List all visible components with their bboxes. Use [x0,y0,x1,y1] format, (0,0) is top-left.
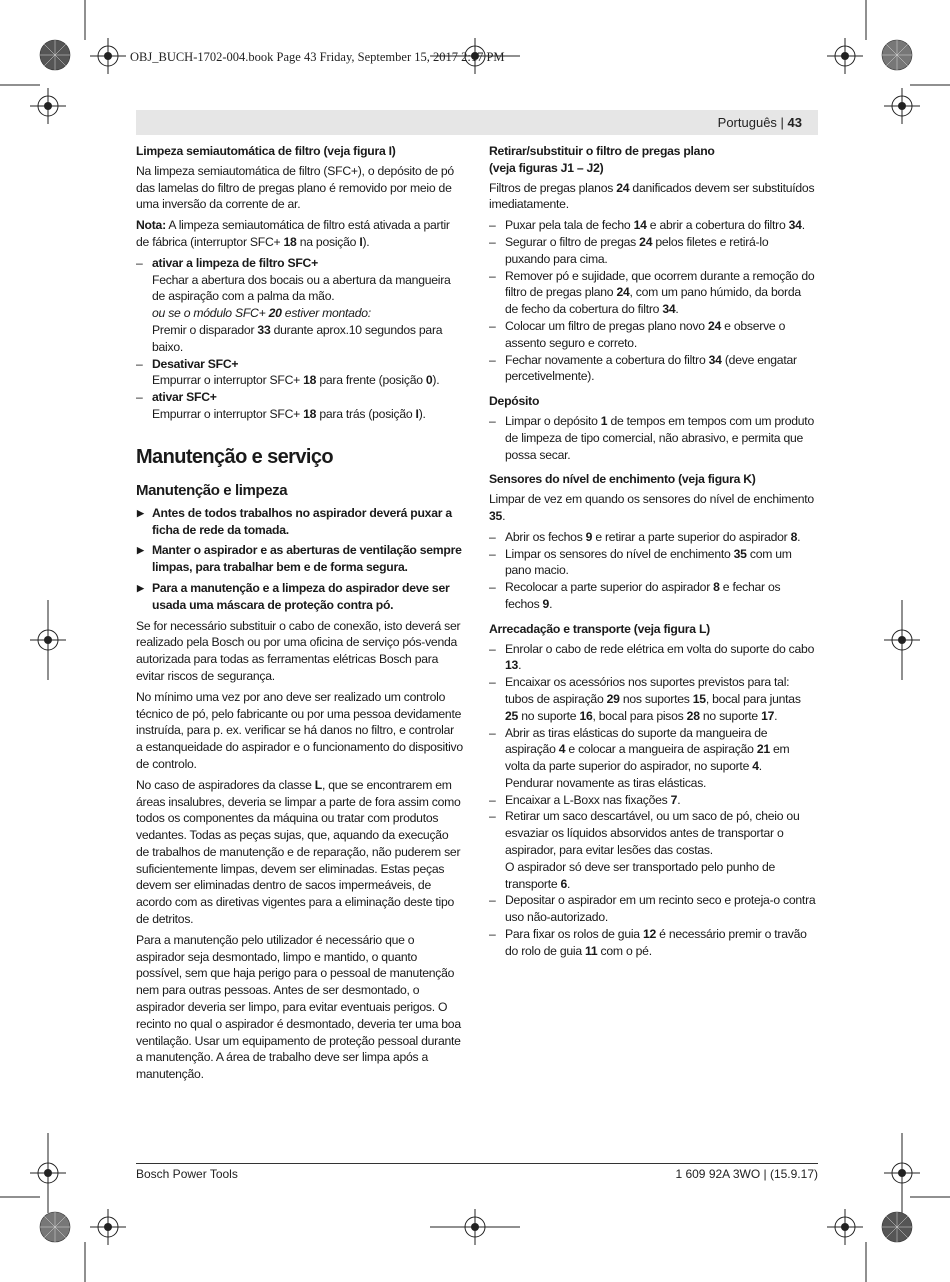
section-heading: Manutenção e limpeza [136,481,288,499]
text: . [774,708,778,723]
ref-number: 33 [257,322,271,337]
ref-number: 8 [790,529,798,544]
text: para trás (posição [316,406,416,421]
text: Segurar o filtro de pregas [505,234,640,249]
text: Empurrar o interruptor SFC+ [152,406,304,421]
text: No caso de aspiradores da classe [136,777,315,792]
warning-item: ▶ Manter o aspirador e as aberturas de ventilação sempre limpas, para trabalhar bem e de forma segura. [136,542,463,576]
footer-rule [136,1163,818,1164]
warning-item: ▶ Antes de todos trabalhos no aspirador deverá puxar a ficha de rede da tomada. [136,505,463,539]
section-title-filter-cleaning: Limpeza semiautomática de filtro (veja figura I) [136,144,396,158]
text: O aspirador só deve ser transportado pelo punho de transporte [505,859,776,891]
list-item [489,268,816,318]
text: danificados devem ser substituídos imediatamente. [489,180,815,212]
ref-number: 12 [642,927,657,942]
text: Pendurar novamente as tiras elásticas. [505,775,707,790]
text: , bocal para juntas [705,691,801,706]
text: Fechar novamente a cobertura do filtro [505,352,709,367]
text: Retirar um saco descartável, ou um saco de pó, cheio ou esvaziar os líquidos absorvidos antes de transportar o aspirador, para evitar lesões das costas. [505,809,800,858]
text: com um pano macio. [505,546,792,578]
text: Para fixar os rolos de guia [505,927,643,942]
list-item [489,234,816,268]
text: Filtros de pregas planos [489,180,617,195]
list-item [489,792,816,809]
text: é necessário premir o travão do rolo de guia [505,927,807,958]
ref-number: 35 [489,508,503,523]
text: Abrir os fechos [505,529,586,544]
container-steps-list [489,413,816,463]
list-item [489,352,816,386]
text: Abrir as tiras elásticas do suporte da mangueira de aspiração [505,725,768,757]
section-title-filter-replace: Retirar/substituir o filtro de pregas plano (veja figuras J1 – J2) [489,144,715,175]
list-item [489,725,816,792]
note-paragraph [136,217,463,251]
text: ou se o módulo SFC+ [152,306,269,321]
text: ). [362,234,370,249]
ref-number: 16 [579,708,593,723]
ref-number: 8 [713,580,720,595]
list-item [136,356,463,390]
filter-steps-list [489,217,816,385]
text: e fechar os fechos [505,580,781,611]
header-separator: | [776,115,788,130]
footer-code: 1 609 92A 3WO | (15.9.17) [675,1167,818,1181]
text: , que se encontrarem em áreas insalubres, deveria se limpar a parte de fora assim como todos os componentes da máquina ou tratar com produtos vedantes. Todas as peças sujas, que, aquando da execução de trabalhos de manutenção e de reparação, não puderem ser suficientemente limpas, devem ser eliminadas. Estas peças devem ser eliminadas dentro de sacos impermeáveis, de acordo com as diretivas vigentes para a eliminação deste tipo de detritos. [136,777,461,927]
left-column [136,143,463,1087]
ref-number: 4 [558,742,566,757]
text: . [567,876,571,891]
text: Depositar o aspirador em um recinto seco e proteja-o contra uso não-autorizado. [505,893,816,925]
paragraph [489,491,816,525]
section-title-sensors: Sensores do nível de enchimento (veja figura K) [489,472,756,487]
text: no suporte [699,708,762,723]
header-bar [136,110,818,135]
ref-number: 34 [662,302,676,317]
text: estiver montado: [281,306,371,321]
ref-number: 29 [606,691,620,706]
text: e observe o assento seguro e correto. [505,318,786,350]
ref-number: 35 [733,546,747,561]
text: . [549,596,553,611]
list-item [136,389,463,423]
text: durante aprox.10 segundos para baixo. [152,322,443,354]
ref-number: 11 [585,943,598,958]
chapter-heading: Manutenção e serviço [136,445,333,468]
ref-number: 9 [542,596,550,611]
ref-number: 34 [708,352,722,367]
list-item [489,318,816,352]
list-item [489,546,816,580]
ref-number: 0 [425,373,433,388]
text: e abrir a cobertura do filtro [646,218,789,233]
ref-number: 24 [616,285,630,300]
text: . [675,302,679,317]
text: de tempos em tempos com um produto de limpeza de tipo comercial, não abrasivo, e permita que possa secar. [505,413,814,462]
text: Enrolar o cabo de rede elétrica em volta do suporte do cabo [505,641,815,656]
ref-number: 13 [505,658,519,673]
text: Puxar pela tala de fecho [505,218,634,233]
ref-number: 18 [303,373,317,388]
text: Premir o disparador [152,322,258,337]
list-item [489,413,816,463]
text: . [502,508,506,523]
list-item [489,892,816,926]
ref-number: 21 [756,742,770,757]
text: e colocar a mangueira de aspiração [565,742,757,757]
class-letter: L [314,777,322,792]
ref-number: 25 [505,708,519,723]
list-item [489,529,816,546]
right-column [489,143,816,964]
ref-number: 24 [639,234,653,249]
warning-item: ▶ Para a manutenção e a limpeza do aspirador deve ser usada uma máscara de proteção contra pó. [136,580,463,614]
ref-number: I [359,234,363,249]
text: e retirar a parte superior do aspirador [592,529,791,544]
item-title: ativar SFC+ [152,390,217,405]
item-title: Desativar SFC+ [152,356,239,371]
text: A limpeza semiautomática de filtro está ativada a partir de fábrica (interruptor SFC+ [136,218,450,249]
text: Empurrar o interruptor SFC+ [152,373,304,388]
ref-number: 6 [560,876,568,891]
sensor-steps-list [489,529,816,613]
list-item [489,808,816,892]
text: para frente (posição [316,373,426,388]
ref-number: 20 [268,306,282,321]
text: , com um pano húmido, da borda de fecho da cobertura do filtro [505,285,801,317]
text: nos suportes [619,691,693,706]
text: Limpar o depósito [505,413,601,428]
page-number: 43 [787,115,802,130]
list-item [489,641,816,675]
text: . [797,529,801,544]
list-item [489,674,816,724]
text: Recolocar a parte superior do aspirador [505,580,714,595]
text: ). [418,406,426,421]
text: na posição [296,234,360,249]
note-label: Nota: [136,218,166,233]
ref-number: 18 [283,234,297,249]
text: pelos filetes e retirá-lo puxando para cima. [505,234,769,266]
text: Remover pó e sujidade, que ocorrem durante a remoção do filtro de pregas plano [505,268,815,300]
paragraph: Para a manutenção pelo utilizador é necessário que o aspirador seja desmontado, limpo e mantido, o quanto possível, sem que haja perigo para o pessoal de manutenção nem para outras pessoas. Antes de ser desmontado, o aspirador deveria ser limpo, para evitar eventuais perigos. O recinto no qual o aspirador é desmontado, deveria ter uma boa ventilação. Usar um equipamento de proteção pessoal durante a manutenção. A área de trabalho deve ser limpa após a manutenção. [136,932,461,1082]
ref-number: 24 [707,318,722,333]
section-title-storage: Arrecadação e transporte (veja figura L) [489,621,710,636]
ref-number: 7 [670,792,678,807]
item-title: ativar a limpeza de filtro SFC+ [152,255,318,270]
ref-number: 15 [692,691,706,706]
section-title-container: Depósito [489,394,540,409]
header-language: Português [717,115,777,130]
ref-number: 9 [585,529,593,544]
ref-number: 17 [761,708,775,723]
paragraph: No mínimo uma vez por ano deve ser realizado um controlo técnico de pó, pelo fabricante ou por uma pessoa devidamente instruída, para p. ex. verificar se há danos no filtro, e controlar a estanqueidade do aspirador e o funcionamento do dispositivo de controlo. [136,689,463,771]
text: ). [432,373,440,388]
text: . [518,658,522,673]
ref-number: 14 [633,218,647,233]
ref-number: 1 [600,413,608,428]
text: no suporte [518,708,580,723]
ref-number: 24 [616,180,630,195]
paragraph [489,180,816,214]
list-item [489,926,816,960]
paragraph [136,777,463,928]
warning-list [136,505,463,614]
text: com o pé. [597,943,652,958]
ref-number: 4 [752,759,759,774]
ref-number: 34 [788,218,802,233]
ref-number: 28 [686,708,700,723]
text: Limpar de vez em quando os sensores do nível de enchimento [489,492,814,507]
text: Encaixar a L-Boxx nas fixações [505,792,671,807]
list-item [136,255,463,356]
text: , bocal para pisos [592,708,687,723]
sfc-steps-list [136,255,463,423]
text: (deve engatar percetivelmente). [505,352,797,384]
text: Encaixar os acessórios nos suportes previstos para tal: tubos de aspiração [505,675,790,706]
list-item [489,579,816,613]
text: Limpar os sensores do nível de enchimento [505,546,734,561]
storage-steps-list [489,641,816,960]
ref-number: I [415,406,419,421]
paragraph: Se for necessário substituir o cabo de conexão, isto deverá ser realizado pela Bosch ou por uma oficina de serviço pós-venda autorizada para todas as ferramentas elétricas Bosch para evitar riscos de segurança. [136,618,461,683]
ref-number: 18 [303,406,317,421]
text: . [801,218,805,233]
text: . [758,759,762,774]
paragraph: Na limpeza semiautomática de filtro (SFC+), o depósito de pó das lamelas do filtro de pregas plano é removido por meio de uma inversão da corrente de ar. [136,163,454,212]
text: Fechar a abertura dos bocais ou a abertura da mangueira de aspiração com a palma da mão. [152,272,451,304]
text: Colocar um filtro de pregas plano novo [505,318,708,333]
list-item [489,217,816,234]
print-slug: OBJ_BUCH-1702-004.book Page 43 Friday, September 15, 2017 2:17 PM [130,50,505,64]
text: em volta da parte superior do aspirador, no suporte [505,742,790,774]
page-header [718,115,802,130]
footer-brand: Bosch Power Tools [136,1167,238,1181]
text: . [677,792,681,807]
